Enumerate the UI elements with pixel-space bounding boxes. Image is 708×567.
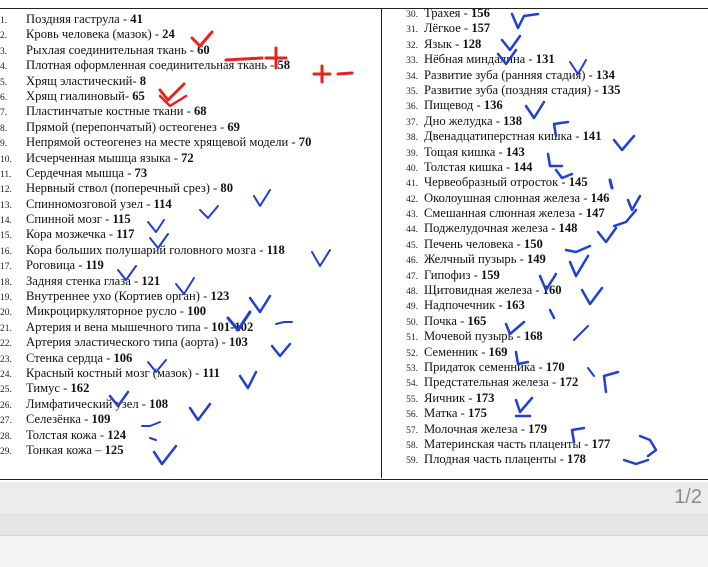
item-label: Сердечная мышца - [26,165,135,180]
item-label: Гипофиз - [424,267,481,282]
item-label: Почка - [424,313,468,328]
item-slide-number: 136 [483,98,503,113]
list-item [0,227,378,242]
item-slide-number: 103 [228,335,248,350]
list-item [384,191,708,206]
item-label: Червеобразный отросток - [424,175,569,190]
item-slide-number: 145 [568,175,588,190]
list-item [0,274,378,289]
item-label: Плодная часть плаценты - [424,452,568,467]
list-item [0,397,378,412]
item-label: Артерия эластического типа (аорта) - [26,335,229,350]
list-item [384,298,708,313]
item-number: 43. [406,210,418,221]
column-divider [381,8,382,478]
item-slide-number: 159 [480,267,500,282]
viewer-toolbar-strip [0,514,708,535]
list-item [384,283,708,298]
item-slide-number: 69 [227,119,240,134]
item-number: 12. [0,185,12,196]
item-number: 22. [0,339,12,350]
item-label: Щитовидная железа - [424,283,543,298]
item-slide-number: 73 [134,165,148,180]
item-slide-number: 8 [139,73,146,88]
item-label: Плотная оформленная соединительная ткань - [26,58,278,73]
item-slide-number: 162 [70,381,90,396]
list-item [384,329,708,344]
list-item [0,166,378,181]
page-indicator: 1/2 [674,486,702,508]
item-label: Лимфатический узел - [26,396,150,411]
list-item [384,268,708,283]
item-slide-number: 68 [193,104,207,119]
item-label: Микроциркуляторное русло - [26,304,188,319]
item-number: 45. [406,240,418,251]
item-label: Прямой (перепончатый) остеогенез - [26,119,228,134]
item-number: 21. [0,323,12,334]
item-slide-number: 111 [202,365,220,380]
list-item [384,129,708,144]
list-item [0,320,378,335]
list-item [0,304,378,319]
item-label: Артерия и вена мышечного типа - [26,319,212,334]
item-label: Толстая кишка - [424,159,514,174]
item-label: Пищевод - [424,98,484,113]
list-item [384,375,708,390]
list-item [384,422,708,437]
item-number: 41. [406,179,418,190]
list-item [0,258,378,273]
list-item [384,437,708,452]
item-label: Пластинчатые костные ткани - [26,104,194,119]
item-label: Толстая кожа - [26,427,108,442]
item-slide-number: 173 [475,390,495,405]
item-slide-number: 138 [503,113,522,128]
item-label: Смешанная слюнная железа - [424,206,586,221]
item-number: 58. [406,440,418,451]
list-item [0,212,378,227]
list-item [384,6,708,21]
item-slide-number: 109 [91,412,111,427]
list-item [384,206,708,221]
item-label: Хрящ эластический- [26,73,140,88]
item-number: 3. [0,46,8,57]
item-number: 8. [0,123,8,134]
item-slide-number: 172 [559,375,579,390]
item-label: Семенник - [424,344,489,359]
list-item [0,12,378,27]
item-slide-number: 125 [104,442,124,457]
list-item [0,104,378,119]
item-number: 27. [0,416,12,427]
list-item [384,98,708,113]
item-number: 37. [406,117,418,128]
item-slide-number: 124 [107,427,127,442]
item-label: Молочная железа - [424,421,529,436]
item-slide-number: 123 [210,289,230,304]
item-slide-number: 147 [585,206,605,221]
item-label: Тонкая кожа – [26,442,105,457]
item-number: 23. [0,354,12,365]
list-item [0,428,378,443]
item-number: 1. [0,16,8,26]
item-label: Мочевой пузырь - [424,329,524,344]
item-label: Задняя стенка глаза - [26,273,142,288]
item-number: 4. [0,62,8,73]
item-slide-number: 144 [513,159,533,174]
item-number: 15. [0,231,12,242]
item-label: Кровь человека (мазок) - [26,27,163,42]
item-slide-number: 179 [528,421,547,436]
item-slide-number: 60 [197,42,210,57]
item-number: 32. [406,40,418,51]
item-slide-number: 156 [470,6,490,20]
list-item [384,314,708,329]
item-slide-number: 175 [467,406,487,421]
item-label: Дно желудка - [424,113,504,128]
list-item [384,237,708,252]
item-label: Непрямой остеогенез на месте хрящевой модели - [26,135,299,150]
list-item [384,114,708,129]
item-label: Нёбная миндалина - [424,52,536,67]
item-number: 42. [406,194,418,205]
list-item [384,452,708,467]
item-number: 59. [406,456,418,467]
item-label: Надпочечник - [424,298,506,313]
item-label: Внутреннее ухо (Кортиев орган) - [26,289,211,304]
item-label: Развитие зуба (поздняя стадия) - [424,82,602,97]
list-item [0,197,378,212]
item-number: 5. [0,77,8,88]
item-slide-number: 135 [601,82,621,97]
item-number: 55. [406,394,418,405]
item-slide-number: 118 [266,242,285,257]
item-number: 44. [406,225,418,236]
item-slide-number: 168 [523,329,543,344]
item-slide-number: 150 [523,236,543,251]
list-item [384,52,708,67]
item-slide-number: 170 [545,359,565,374]
item-slide-number: 100 [187,304,207,319]
item-number: 34. [406,71,418,82]
item-slide-number: 58 [277,58,291,73]
item-slide-number: 121 [141,273,161,288]
item-number: 14. [0,216,12,227]
item-slide-number: 149 [526,252,546,267]
item-number: 46. [406,256,418,267]
item-label: Предстательная железа - [424,375,560,390]
item-label: Лёгкое - [424,21,472,36]
item-number: 29. [0,446,12,457]
item-number: 50. [406,317,418,328]
item-slide-number: 65 [132,88,145,103]
list-item [0,351,378,366]
item-label: Трахея - [424,6,471,20]
item-number: 19. [0,293,12,304]
item-slide-number: 143 [505,144,525,159]
item-slide-number: 119 [85,258,104,273]
item-number: 36. [406,102,418,113]
item-number: 54. [406,379,418,390]
item-label: Придаток семенника - [424,359,546,374]
item-label: Спинномозговой узел - [26,196,154,211]
item-number: 49. [406,302,418,313]
item-label: Печень человека - [424,236,524,251]
item-label: Кора больших полушарий головного мозга - [26,242,267,257]
item-slide-number: 141 [582,129,602,144]
item-slide-number: 165 [467,313,487,328]
item-label: Нервный ствол (поперечный срез) - [26,181,221,196]
item-number: 57. [406,425,418,436]
item-label: Стенка сердца - [26,350,114,365]
item-slide-number: 108 [149,396,169,411]
list-item [384,145,708,160]
list-item [0,89,378,104]
viewer-bottom-bar [0,535,708,567]
list-item [384,160,708,175]
item-slide-number: 134 [595,67,615,82]
item-slide-number: 163 [505,298,525,313]
item-number: 24. [0,369,12,380]
item-number: 13. [0,200,12,211]
item-number: 2. [0,31,8,42]
item-label: Околоушная слюнная железа - [424,190,591,205]
list-item [0,443,378,458]
list-item [384,406,708,421]
item-number: 53. [406,363,418,374]
item-slide-number: 160 [542,283,562,298]
list-item [384,21,708,36]
item-slide-number: 80 [220,181,233,196]
item-slide-number: 106 [113,350,133,365]
item-number: 33. [406,56,418,67]
item-slide-number: 169 [488,344,508,359]
item-label: Тимус - [26,381,71,396]
item-number: 11. [0,169,12,180]
item-number: 18. [0,277,12,288]
item-label: Поздняя гаструла - [26,12,131,26]
item-label: Яичник - [424,390,476,405]
item-label: Хрящ гиалиновый- [26,88,133,103]
item-label: Кора мозжечка - [26,227,117,242]
item-number: 52. [406,348,418,359]
item-number: 38. [406,133,418,144]
item-label: Язык - [424,36,463,51]
list-item [384,360,708,375]
item-label: Тощая кишка - [424,144,506,159]
item-number: 10. [0,154,12,165]
item-number: 9. [0,139,8,150]
item-slide-number: 101-102 [211,319,254,334]
item-number: 7. [0,108,8,119]
item-number: 48. [406,287,418,298]
list-item [384,175,708,190]
list-item [0,412,378,427]
item-number: 25. [0,385,12,396]
list-item [0,43,378,58]
item-slide-number: 128 [462,36,482,51]
list-item [384,68,708,83]
item-label: Поджелудочная железа - [424,221,559,236]
item-slide-number: 117 [116,227,135,242]
right-column-list [384,6,708,468]
item-slide-number: 41 [130,12,143,26]
item-slide-number: 70 [298,135,312,150]
list-item [0,366,378,381]
item-number: 39. [406,148,418,159]
item-label: Спинной мозг - [26,212,113,227]
item-number: 26. [0,400,12,411]
item-number: 35. [406,86,418,97]
item-number: 30. [406,10,418,20]
item-label: Матка - [424,406,468,421]
list-item [384,37,708,52]
list-item [0,58,378,73]
item-slide-number: 177 [591,436,611,451]
list-item [384,391,708,406]
item-label: Селезёнка - [26,412,92,427]
item-label: Материнская часть плаценты - [424,436,592,451]
list-item [0,181,378,196]
item-label: Двенадцатиперстная кишка - [424,129,583,144]
item-label: Роговица - [26,258,86,273]
item-slide-number: 114 [153,196,172,211]
item-slide-number: 115 [112,212,131,227]
list-item [384,221,708,236]
list-item [0,289,378,304]
item-number: 20. [0,308,12,319]
list-item [384,252,708,267]
left-column-list [0,12,378,458]
item-number: 51. [406,333,418,344]
item-slide-number: 24 [162,27,175,42]
list-item [0,381,378,396]
item-label: Красный костный мозг (мазок) - [26,365,203,380]
item-number: 56. [406,410,418,421]
item-number: 47. [406,271,418,282]
list-item [0,120,378,135]
item-number: 28. [0,431,12,442]
item-number: 31. [406,25,418,36]
item-number: 17. [0,262,12,273]
item-number: 16. [0,246,12,257]
item-slide-number: 148 [558,221,578,236]
list-item [0,135,378,150]
item-label: Рыхлая соединительная ткань - [26,42,198,57]
list-item [0,151,378,166]
list-item [0,27,378,42]
list-item [0,74,378,89]
item-slide-number: 157 [471,21,491,36]
list-item [0,243,378,258]
list-item [384,83,708,98]
item-label: Развитие зуба (ранняя стадия) - [424,67,596,82]
item-slide-number: 178 [567,452,586,467]
item-label: Желчный пузырь - [424,252,527,267]
list-item [0,335,378,350]
item-label: Исчерченная мышца языка - [26,150,182,165]
list-item [384,345,708,360]
item-slide-number: 146 [590,190,610,205]
item-number: 40. [406,163,418,174]
item-number: 6. [0,92,8,103]
item-slide-number: 72 [181,150,194,165]
item-slide-number: 131 [535,52,555,67]
